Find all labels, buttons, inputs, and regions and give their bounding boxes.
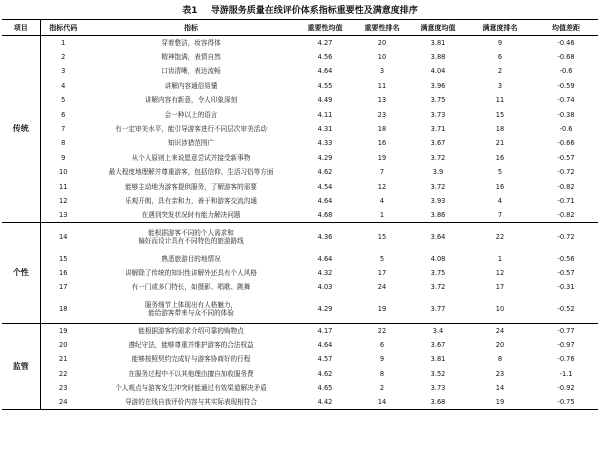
satisfaction-rank: 23 xyxy=(495,369,505,378)
satisfaction-mean: 3.67 xyxy=(430,340,446,349)
indicator-code: 7 xyxy=(61,125,66,134)
mean-gap: -0.6 xyxy=(559,67,573,76)
importance-mean: 4.27 xyxy=(317,38,333,47)
indicator-text: 口齿清晰，表达流畅 xyxy=(161,67,221,76)
satisfaction-rank: 19 xyxy=(466,395,534,409)
indicator-text: 在服务过程中不以其他理由擅自加收服务费 xyxy=(128,369,254,378)
importance-rank: 24 xyxy=(377,283,387,292)
indicator-ranking-table xyxy=(2,19,598,410)
indicator-code: 11 xyxy=(59,182,68,191)
importance-rank: 19 xyxy=(377,153,387,162)
importance-mean: 4.57 xyxy=(317,355,333,364)
satisfaction-rank: 1 xyxy=(497,254,503,263)
importance-mean: 4.54 xyxy=(317,182,333,191)
table-row xyxy=(2,50,598,64)
indicator-text xyxy=(86,223,296,252)
mean-gap: -0.66 xyxy=(557,139,575,148)
satisfaction-mean: 4.04 xyxy=(430,67,446,76)
mean-gap: -0.71 xyxy=(557,196,575,205)
caption-title: 导游服务质量在线评价体系指标重要性及满意度排序 xyxy=(210,6,418,16)
table-row xyxy=(2,266,598,280)
importance-rank: 22 xyxy=(377,326,387,335)
importance-rank: 6 xyxy=(379,340,385,349)
table-row xyxy=(2,352,598,366)
satisfaction-mean: 3.64 xyxy=(430,233,446,242)
indicator-code: 18 xyxy=(40,295,86,324)
mean-gap: -0.77 xyxy=(557,326,575,335)
satisfaction-rank: 17 xyxy=(495,283,505,292)
importance-rank: 11 xyxy=(377,81,387,90)
indicator-code: 13 xyxy=(40,208,86,222)
indicator-code: 9 xyxy=(61,153,66,162)
importance-rank: 10 xyxy=(377,53,387,62)
indicator-text: 知识涉猎范围广 xyxy=(167,139,215,148)
caption-number: 表1 xyxy=(182,6,198,16)
satisfaction-rank: 5 xyxy=(497,168,503,177)
mean-gap: -0.82 xyxy=(534,208,598,222)
satisfaction-mean: 3.88 xyxy=(430,53,446,62)
importance-rank: 14 xyxy=(354,395,410,409)
table-row xyxy=(2,208,598,222)
indicator-code: 14 xyxy=(59,233,68,242)
importance-mean: 4.62 xyxy=(317,369,333,378)
importance-rank: 2 xyxy=(379,384,385,393)
table-row xyxy=(2,367,598,381)
indicator-text: 乐观开朗，具有亲和力，善于和游客交流沟通 xyxy=(125,196,257,205)
table-caption xyxy=(0,3,600,16)
importance-mean: 4.33 xyxy=(317,139,333,148)
satisfaction-rank: 16 xyxy=(495,182,505,191)
indicator-code: 6 xyxy=(61,110,66,119)
mean-gap: -0.46 xyxy=(557,38,575,47)
importance-mean: 4.62 xyxy=(317,168,333,177)
importance-mean: 4.36 xyxy=(317,233,333,242)
satisfaction-rank: 16 xyxy=(495,153,505,162)
header-importance-rank: 重要性排名 xyxy=(354,20,410,36)
mean-gap: -0.6 xyxy=(559,125,573,134)
importance-mean: 4.03 xyxy=(317,283,333,292)
satisfaction-mean: 3.72 xyxy=(430,153,446,162)
indicator-code: 4 xyxy=(61,81,66,90)
indicator-code: 17 xyxy=(59,283,68,292)
indicator-code: 24 xyxy=(40,395,86,409)
table-row xyxy=(2,251,598,265)
indicator-code: 5 xyxy=(61,96,66,105)
satisfaction-rank: 18 xyxy=(495,125,505,134)
importance-mean: 4.64 xyxy=(317,196,333,205)
satisfaction-mean: 3.71 xyxy=(430,125,446,134)
importance-mean: 4.64 xyxy=(317,254,333,263)
satisfaction-rank: 9 xyxy=(497,38,503,47)
indicator-text-line: 能根据游客不同的个人需求和 xyxy=(148,229,234,238)
header-code: 指标代码 xyxy=(40,20,86,36)
satisfaction-rank: 10 xyxy=(466,295,534,324)
mean-gap: -0.57 xyxy=(557,268,575,277)
indicator-code: 10 xyxy=(59,168,68,177)
indicator-code: 20 xyxy=(59,340,68,349)
importance-mean: 4.64 xyxy=(317,67,333,76)
indicator-text: 能根据游客的需求介绍可靠的购物点 xyxy=(138,326,244,335)
importance-mean: 4.42 xyxy=(296,395,354,409)
mean-gap: -0.92 xyxy=(557,384,575,393)
header-mean-gap: 均值差距 xyxy=(534,20,598,36)
satisfaction-mean: 3.67 xyxy=(430,139,446,148)
satisfaction-rank: 15 xyxy=(495,110,505,119)
header-satisfaction-mean: 满意度均值 xyxy=(410,20,466,36)
table-row xyxy=(2,79,598,93)
mean-gap: -0.31 xyxy=(557,283,575,292)
header-indicator: 指标 xyxy=(86,20,296,36)
satisfaction-mean: 3.81 xyxy=(430,355,446,364)
importance-mean: 4.29 xyxy=(317,153,333,162)
table-row xyxy=(2,295,598,324)
table-row xyxy=(2,93,598,107)
satisfaction-rank: 8 xyxy=(497,355,503,364)
importance-mean: 4.68 xyxy=(296,208,354,222)
importance-mean: 4.49 xyxy=(317,96,333,105)
mean-gap: -0.82 xyxy=(557,182,575,191)
mean-gap: -0.75 xyxy=(534,395,598,409)
header-satisfaction-rank: 满意度排名 xyxy=(466,20,534,36)
indicator-text: 能够按照契约完成好与游客协商好的行程 xyxy=(131,355,251,364)
importance-rank: 23 xyxy=(377,110,387,119)
indicator-text: 讲解除了传统的知识性讲解外还具有个人风格 xyxy=(125,268,257,277)
indicator-code: 15 xyxy=(59,254,68,263)
category-cell: 传统 xyxy=(2,36,40,223)
importance-mean: 4.65 xyxy=(317,384,333,393)
importance-rank: 1 xyxy=(354,208,410,222)
satisfaction-mean: 3.93 xyxy=(430,196,446,205)
satisfaction-rank: 12 xyxy=(495,268,505,277)
table-row xyxy=(2,223,598,252)
indicator-code: 19 xyxy=(59,326,68,335)
table-row xyxy=(2,165,598,179)
indicator-text: 有一定审美水平，能引导游客进行不同层次审美活动 xyxy=(115,125,267,134)
header-category: 项目 xyxy=(2,20,40,36)
importance-mean: 4.17 xyxy=(317,326,333,335)
importance-rank: 4 xyxy=(379,196,385,205)
satisfaction-mean: 3.72 xyxy=(430,182,446,191)
indicator-text-line: 偏好而设计具有不同特色的旅游路线 xyxy=(138,237,244,246)
importance-rank: 18 xyxy=(377,125,387,134)
table-row xyxy=(2,64,598,78)
table-row xyxy=(2,395,598,409)
satisfaction-mean: 3.73 xyxy=(430,384,446,393)
mean-gap: -0.56 xyxy=(557,254,575,263)
importance-mean: 4.32 xyxy=(317,268,333,277)
indicator-text: 从个人原则上来说愿意尝试并接受新事物 xyxy=(131,153,251,162)
mean-gap: -0.38 xyxy=(557,110,575,119)
table-row xyxy=(2,122,598,136)
table-row xyxy=(2,323,598,337)
table-row xyxy=(2,136,598,150)
importance-mean: 4.55 xyxy=(317,81,333,90)
header-importance-mean: 重要性均值 xyxy=(296,20,354,36)
satisfaction-mean: 3.68 xyxy=(410,395,466,409)
table-row xyxy=(2,151,598,165)
mean-gap: -0.68 xyxy=(557,53,575,62)
mean-gap: -0.76 xyxy=(557,355,575,364)
satisfaction-rank: 20 xyxy=(495,340,505,349)
importance-mean: 4.56 xyxy=(317,53,333,62)
indicator-code: 8 xyxy=(61,139,66,148)
satisfaction-rank: 24 xyxy=(495,326,505,335)
importance-rank: 13 xyxy=(377,96,387,105)
importance-mean: 4.31 xyxy=(317,125,333,134)
satisfaction-mean: 3.75 xyxy=(430,96,446,105)
indicator-text: 穿着整洁，妆容得体 xyxy=(161,38,221,47)
indicator-text: 会一种以上的语言 xyxy=(164,110,218,119)
indicator-code: 21 xyxy=(59,355,68,364)
indicator-code: 2 xyxy=(61,53,66,62)
importance-rank: 17 xyxy=(377,268,387,277)
table-row xyxy=(2,194,598,208)
importance-mean: 4.11 xyxy=(317,110,333,119)
indicator-text: 精神饱满，表情自然 xyxy=(161,53,221,62)
indicator-code: 3 xyxy=(61,67,66,76)
satisfaction-rank: 2 xyxy=(497,67,503,76)
satisfaction-mean: 3.52 xyxy=(430,369,446,378)
indicator-text: 讲解内容通俗易懂 xyxy=(164,81,218,90)
indicator-text: 熟悉旅游目的地情况 xyxy=(161,254,221,263)
table-row xyxy=(2,381,598,395)
satisfaction-mean: 3.73 xyxy=(430,110,446,119)
satisfaction-rank: 14 xyxy=(495,384,505,393)
table-header-row xyxy=(2,20,598,36)
category-cell: 个性 xyxy=(2,223,40,324)
importance-rank: 9 xyxy=(379,355,385,364)
indicator-text: 在遇到突发状况时有能力解决问题 xyxy=(86,208,296,222)
category-cell: 监管 xyxy=(2,323,40,409)
importance-rank: 15 xyxy=(377,233,387,242)
mean-gap: -0.72 xyxy=(557,168,575,177)
satisfaction-mean: 3.81 xyxy=(430,38,446,47)
indicator-code: 22 xyxy=(59,369,68,378)
satisfaction-rank: 3 xyxy=(497,81,503,90)
table-row xyxy=(2,107,598,121)
table-row xyxy=(2,338,598,352)
table-row xyxy=(2,179,598,193)
indicator-text xyxy=(86,295,296,324)
indicator-text-line: 能给游客带来与众不同的体验 xyxy=(148,308,234,317)
satisfaction-mean: 3.86 xyxy=(410,208,466,222)
table-row xyxy=(2,36,598,50)
satisfaction-rank: 6 xyxy=(497,53,503,62)
indicator-text: 有一门或多门特长，如摄影、唱歌、跳舞 xyxy=(131,283,251,292)
importance-rank: 3 xyxy=(379,67,385,76)
satisfaction-rank: 4 xyxy=(497,196,503,205)
indicator-text: 导游的在线自我评价内容与其实际表现相符合 xyxy=(86,395,296,409)
importance-rank: 8 xyxy=(379,369,385,378)
importance-rank: 5 xyxy=(379,254,385,263)
satisfaction-mean: 3.96 xyxy=(430,81,446,90)
indicator-text: 能够主动地为游客提供服务，了解游客的需要 xyxy=(125,182,257,191)
importance-rank: 16 xyxy=(377,139,387,148)
satisfaction-rank: 22 xyxy=(495,233,505,242)
importance-rank: 7 xyxy=(379,168,385,177)
table-body xyxy=(2,36,598,410)
mean-gap: -0.52 xyxy=(534,295,598,324)
indicator-text: 最大程度地理解并尊重游客，包括信仰、生活习俗等方面 xyxy=(108,168,274,177)
importance-mean: 4.29 xyxy=(296,295,354,324)
mean-gap: -0.57 xyxy=(557,153,575,162)
satisfaction-rank: 11 xyxy=(495,96,505,105)
mean-gap: -0.97 xyxy=(557,340,575,349)
satisfaction-mean: 3.4 xyxy=(432,326,444,335)
indicator-text-line: 服务细节上体现出有人格魅力， xyxy=(144,300,238,309)
indicator-text: 个人观点与游客发生冲突时能通过有效渠道解决矛盾 xyxy=(115,384,267,393)
mean-gap: -0.74 xyxy=(557,96,575,105)
satisfaction-mean: 3.77 xyxy=(410,295,466,324)
indicator-text: 遵纪守法，能够尊重并维护游客的合法权益 xyxy=(128,340,254,349)
indicator-text: 讲解内容有新意，令人印象深刻 xyxy=(144,96,238,105)
satisfaction-rank: 21 xyxy=(495,139,505,148)
mean-gap: -0.59 xyxy=(557,81,575,90)
satisfaction-mean: 4.08 xyxy=(430,254,446,263)
satisfaction-mean: 3.9 xyxy=(432,168,444,177)
importance-rank: 20 xyxy=(377,38,387,47)
mean-gap: -0.72 xyxy=(557,233,575,242)
importance-rank: 12 xyxy=(377,182,387,191)
indicator-code: 23 xyxy=(59,384,68,393)
satisfaction-mean: 3.75 xyxy=(430,268,446,277)
satisfaction-mean: 3.72 xyxy=(430,283,446,292)
indicator-code: 16 xyxy=(59,268,68,277)
importance-mean: 4.64 xyxy=(317,340,333,349)
indicator-code: 12 xyxy=(59,196,68,205)
satisfaction-rank: 7 xyxy=(466,208,534,222)
table-row xyxy=(2,280,598,294)
importance-rank: 19 xyxy=(354,295,410,324)
mean-gap: -1.1 xyxy=(559,369,573,378)
indicator-code: 1 xyxy=(61,38,66,47)
